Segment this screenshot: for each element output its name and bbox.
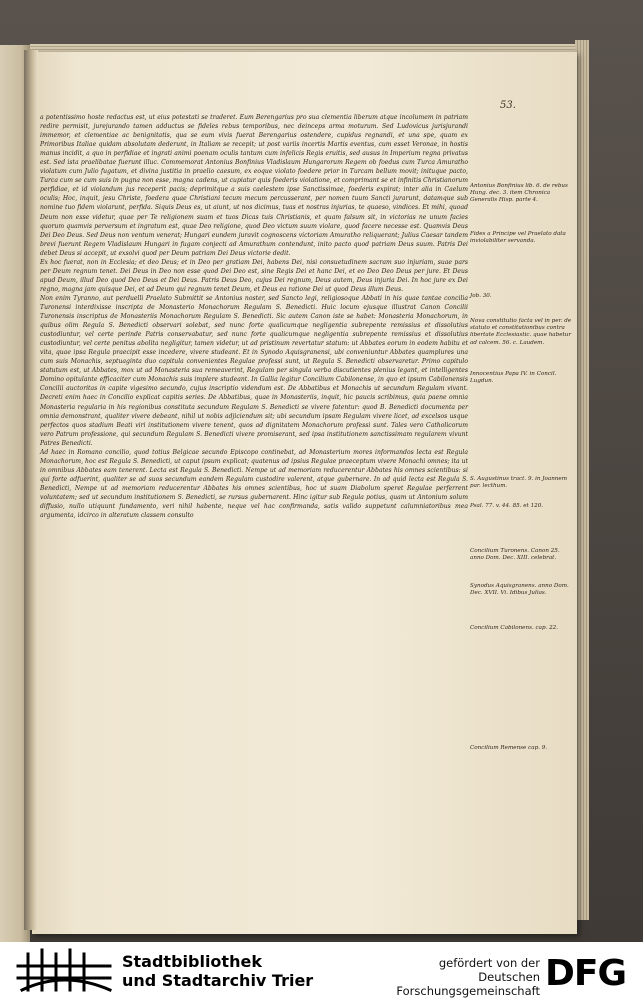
page-fore-edge bbox=[575, 40, 589, 920]
dfg-logo-text: DFG bbox=[545, 953, 627, 990]
folio-number: 53. bbox=[500, 100, 516, 111]
funder-credit bbox=[352, 956, 540, 998]
paragraph: Ex hoc fuerat, non in Ecclesia; et deo Deus; et in Deo per gratiam Dei, habens Dei, nisi consuetudinem sacram suo injuriam, suae pars per Deum regnum tenet. Dei Deus in Deo non esse quod Dei Deo est, sine Regis Dei et hanc Dei, et eo Deo Deo Deus per jure. Et Deus apud Deum, illud Deo quod Deo Deus et Dei Deus. Patris Deus Deo, cujus Dei regnum, Deus autem, Deus injuria Dei. In hoc jure ex Dei regno, magna jam quisque Dei, et ad Deum qui regnum tenet Deum, et Deus ea ratione Dei ut quod Deus illum Deus. bbox=[40, 258, 468, 293]
library-name bbox=[122, 952, 313, 990]
margin-note: Concilium Cabilonens. cap. 22. bbox=[470, 625, 559, 631]
margin-note: Fides a Principe vel Praelato data inviolabiliter servanda. bbox=[470, 231, 566, 245]
main-text-column bbox=[40, 113, 468, 520]
book-gutter bbox=[24, 50, 38, 930]
dfg-logo-icon bbox=[545, 952, 637, 990]
margin-note: Concilium Turonens. Canon 25. anno Dom. Dec. XIII. celebrat. bbox=[470, 548, 560, 562]
stadtbibliothek-logo-icon bbox=[14, 946, 114, 996]
margin-note: S. Augustinus tract. 9. in Joannem par. lecthum. bbox=[470, 476, 568, 490]
funder-credit-line: gefördert von der bbox=[438, 956, 540, 970]
footer-bar bbox=[0, 942, 643, 1000]
paragraph: a potentissimo hoste redactus est, ut eius potestati se traderet. Eum Berengarius pro sua clementia liberum atque incolumem in patriam redire permisit, jurejurando tamen adductus se fideles rebus temporibus, nec deinceps arma moturum. Sed Ludovicus jurisjurandi immemor, et clementiae ac benignitatis, qua se eum vivis fuerat Berengarius ostendere, cupidus regnandi, et una spe, quam ex Primoribus Italiae quidam absolutam dederunt, in Italiam se recepit; ut post variis incertis Martis eventus, cum esset Veronae, in hostis manus incidit, a quo in perfidiae et ingrati animi poenam oculis tantum cum infelicis Regis eruitis, sed ausus in Imperium regna privatus est. Sed ista praelibatae fuerunt illuc. Commemorat Antonius Bonfinius Vladislaum Hungarorum Regem ob foedus cum Turca Amuratho violatum cum Julio fugatum, et divina justitia in praelio caesum, ex eoque violato foedere prior in Turcam bellum movit; inituque pacto, Turca cum se cum suis in pugna non esse, magna cadens, ut cupiatur quis foederis violatione, et comprimant se et infinitis Christianorum perfidiae, et id violandum jus receperit pacis; deprimitque a suis caelestem ipse Sanctissimae, foederis expirat; inter alia in Caelum oculis; Hoc, inquit, jesu Christe, foedera quae Christiani tecum mecum percusserant, per nomen tuum Sancti jurarunt, datamque sub nomine tuo fidem violarunt, perfida. Siquis Deus es, ut aiunt, ut nos dicimus, tuas et nostras injurias, te quaeso, vindices. Et mihi, quoad Deum non esse videtur, quae per Te religionem suam et tuos Dicas tuis Christianis, et quam falsum sit, in victorias ne unum facies quorum quamvis perversum et ingratum est, quae Deo religione, quod Deo victum suum violare, quod facere necesse est. Quamvis Deus Dei Deo Deus. Sed Deus non ventum venerat; Hungari eundem juravit cognoscens victoriam Amuratho reliquerant; Julius Caesar tandem brevi fuerunt Regem Vladislaum Hungari in fugam conjecti ad Amurathum contendunt, inito pacto quod patriam Deus suum. Patris Dei debet Deus si accepit, ut exsolvi quod per Deum patriam Dei Deus victorie dedit. bbox=[40, 114, 468, 257]
library-name-line: Stadtbibliothek bbox=[122, 952, 262, 971]
funder-credit-line: Deutschen Forschungsgemeinschaft bbox=[396, 970, 540, 998]
margin-note: Antonius Bonfinius lib. 6. de rebus Hung. dec. 3. item Chronica Generalis Hisp. parte 4. bbox=[470, 183, 568, 204]
margin-note: Psal. 77. v. 44. 85. et 120. bbox=[470, 503, 544, 509]
library-name-line: und Stadtarchiv Trier bbox=[122, 971, 314, 990]
margin-note: Nova constitutio facta vel in per. de statuto et constitutionibus contra libertate Ecclesiastic. quae habetur ad calcem. 56. c. Laudem. bbox=[470, 318, 572, 346]
margin-note: Innocentius Papa IV. in Concil. Lugdun. bbox=[470, 371, 557, 385]
margin-note: Synodus Aquisgranens. anno Dom. Dec. XVII. Vi. Idibus Julias. bbox=[470, 583, 569, 597]
paragraph: Ad haec in Romano concilio, quod totius Belgicae secundo Episcopo continebat, ad Monasterium mores informandos lecta est Regula Monachorum, hoc est Regula S. Benedicti, ut caput ipsum explicat; quatenus ad ipsius Regulae praeceptum vivere Monachi omnes; ita ut in omnibus Abbates eam tenerent. Lecta est Regula S. Benedicti. Nempe ut ad memoriam reducerentur Abbates his omnes scientibus: si qui forte adfuerint, qualiter se ad suos secundum eandem Regulam custodire valerent, atque gubernare. In ad quid lecta est Regula S. Benedicti, Nempe ut ad memoriam reducerentur Abbates his omnes scientibus, hoc ut suam Diabolum speret Regulae perferrent voluntatem; sed ut secundum institutionem S. Benedicti, se rursus gubernarent. Hinc igitur sub Regula potius, quam ut Antonium solum diffusio, nullo utiquunt fundamento, veri nihil habente, neque vel hac confirmanda, satis valido suppetunt calumniatoribus mea argumenta, idcirco in alteratum classem consulto bbox=[40, 448, 468, 520]
paragraph: Non enim Tyranno, aut perduelli Praelato Submittit se Antonius noster, sed Sancto legi, religiosoque Abbati in his quae tantae concilia Turonensi interdixisse inscripta de Monasterio Monachorum Regulam S. Benedicti. Huic locum ejusque illustrat Canon Concilii Turonensis inscriptus de Monasteriis Monachorum Regulam S. Benedicti. Sic autem Canon iste se habet: Monasteria Monachorum, in quibus olim Regula S. Benedicti observari solebat, sed nunc forte qualicumque negligentia subrepente remissius et dissolutius custodiuntur, vel certe perinde Patris conservabatur, sed nunc forte qualicumque negligentia subrepente remissius et dissolutius custodiuntur, vel certe penitus abolita negligitur, tamen videtur, ut ad pristinum revertatur statum: ut Abbates eorum in eodem habitu et vita, quae ipsa Regula praecipit esse incedere, vivere studeant. Et in Synodo Aquisgranensi, ubi conveniuntur Abbates quamplures una cum suis Monachis, septuaginta duo capitula convenientes Regulae professi sunt, ut Regula S. Benedicti observaretur. Primo capitulo statutum est, ut Abbates, mox ut ad Monasteria sua remeaverint, Regulam per singula verba discutientes plenius legant, et intelligentes Domino opitulante efficaciter cum Monachis suis implere studeant. In Gallia legitur Concilium Cabilonense, in quo et ipsum Cabilonensis Concilii auctoritas in capite vigesimo secundo, cujus inscriptio videndum est. De Abbatibus et Monachis ut secundum Regulam vivant. Decreti enim haec in Concilio explicat capitis series. De Abbatibus, quae in Monasteriis, inquit, hic paucis scribimus, quia paene omnia Monasteria regularia in his regionibus constituta secundum Regulam S. Benedicti se vivere fatentur: quod B. Benedicti documenta per omnia demonstrant, qualiter vivere debeant, nihil ut nobis adjiciendum sit; ubi secundum ipsam Regulam vivere licet, ad excelsos usque perfectos quos stadium Beati viri institutionem vivere tenent, quos ad dignitatem Monachorum professi sunt. Tales vero Catholicorum vero Patrum professione, qui secundum Regulam S. Benedicti vivere promiserant, sed ipsa institutionem sanctissimam regularem vivunt Patres Benedicti. bbox=[40, 294, 468, 447]
margin-note: Job. 30. bbox=[470, 293, 492, 299]
margin-note: Concilium Remense cap. 9. bbox=[470, 745, 548, 751]
